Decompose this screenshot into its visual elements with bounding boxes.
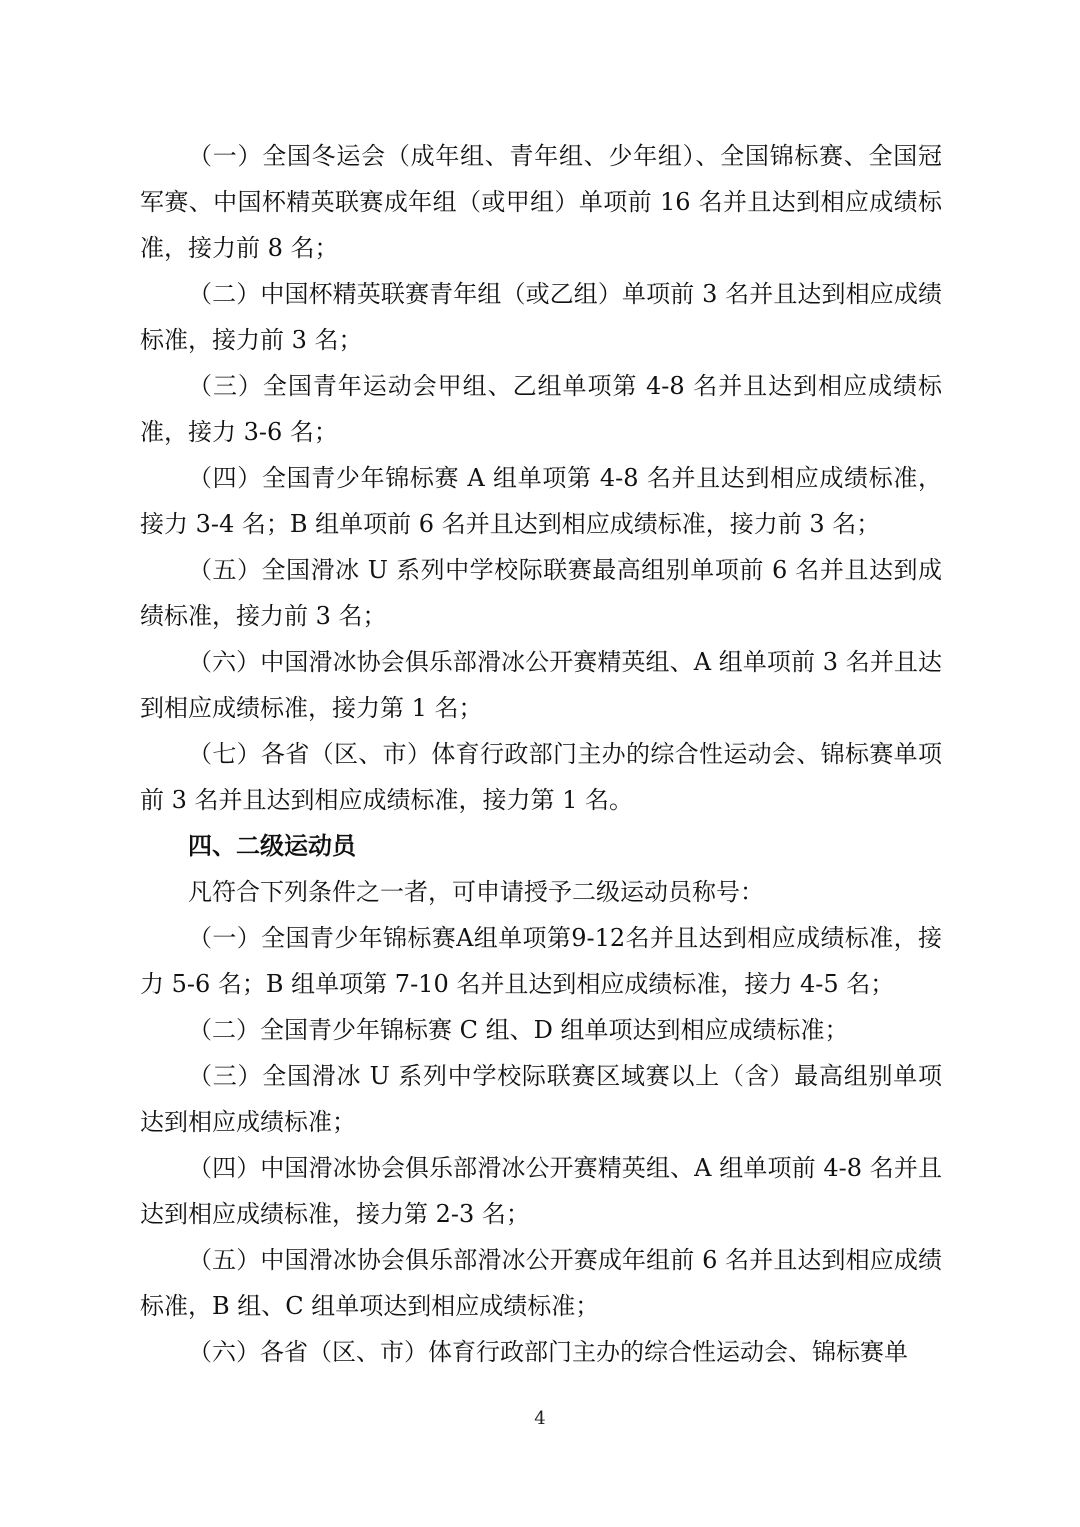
section-item-2: （二）全国青少年锦标赛 C 组、D 组单项达到相应成绩标准； [188,1016,849,1044]
paragraph-item-7: （七）各省（区、市）体育行政部门主办的综合性运动会、锦标赛单项前 3 名并且达到相应成绩标准，接力第 1 名。 [140,740,942,814]
document-body [140,133,942,1375]
paragraph-item-4: （四）全国青少年锦标赛 A 组单项第 4-8 名并且达到相应成绩标准，接力 3-4 名；B 组单项前 6 名并且达到相应成绩标准，接力前 3 名； [140,464,942,538]
paragraph-item-5: （五）全国滑冰 U 系列中学校际联赛最高组别单项前 6 名并且达到成绩标准，接力前 3 名； [140,556,942,630]
paragraph-item-1: （一）全国冬运会（成年组、青年组、少年组）、全国锦标赛、全国冠军赛、中国杯精英联赛成年组（或甲组）单项前 16 名并且达到相应成绩标准，接力前 8 名； [140,142,942,262]
section-item-1: （一）全国青少年锦标赛A组单项第9-12名并且达到相应成绩标准，接力 5-6 名；B 组单项第 7-10 名并且达到相应成绩标准，接力 4-5 名； [140,924,942,998]
page-number: 4 [534,1408,546,1429]
section-item-6: （六）各省（区、市）体育行政部门主办的综合性运动会、锦标赛单 [188,1338,908,1366]
paragraph-item-2: （二）中国杯精英联赛青年组（或乙组）单项前 3 名并且达到相应成绩标准，接力前 3 名； [140,280,942,354]
section-intro: 凡符合下列条件之一者，可申请授予二级运动员称号： [188,878,764,906]
section-item-5: （五）中国滑冰协会俱乐部滑冰公开赛成年组前 6 名并且达到相应成绩标准，B 组、C 组单项达到相应成绩标准； [140,1246,942,1320]
paragraph-item-3: （三）全国青年运动会甲组、乙组单项第 4-8 名并且达到相应成绩标准，接力 3-6 名； [140,372,942,446]
paragraph-item-6: （六）中国滑冰协会俱乐部滑冰公开赛精英组、A 组单项前 3 名并且达到相应成绩标准，接力第 1 名； [140,648,942,722]
section-item-3: （三）全国滑冰 U 系列中学校际联赛区域赛以上（含）最高组别单项达到相应成绩标准； [140,1062,942,1136]
section-heading: 四、二级运动员 [188,832,356,860]
section-item-4: （四）中国滑冰协会俱乐部滑冰公开赛精英组、A 组单项前 4-8 名并且达到相应成绩标准，接力第 2-3 名； [140,1154,942,1228]
